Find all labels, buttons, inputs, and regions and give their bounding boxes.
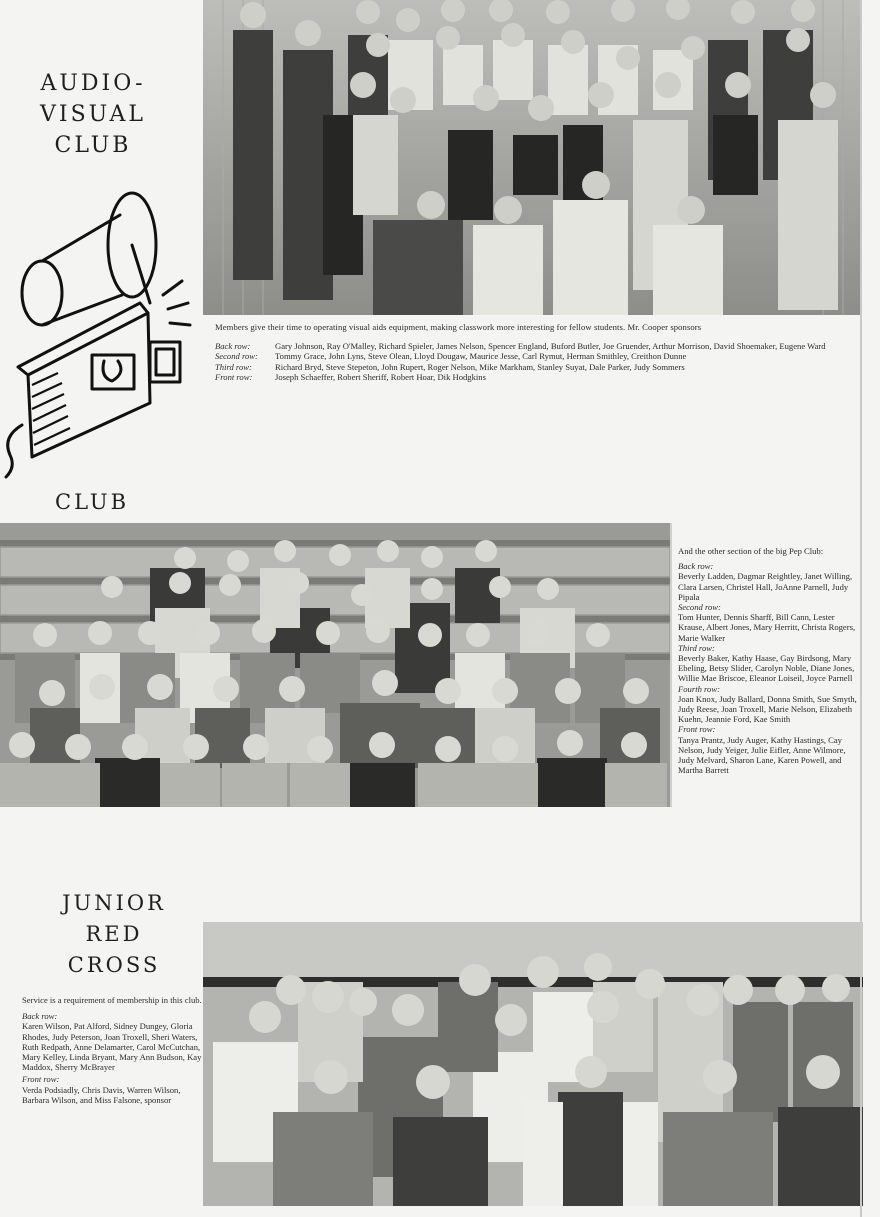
title-line: VISUAL xyxy=(39,102,146,127)
row-label: Third row: xyxy=(678,642,715,653)
row-label: Back row: xyxy=(22,1011,58,1022)
row-label: Second row: xyxy=(215,351,258,362)
caption-intro: And the other section of the big Pep Club: xyxy=(678,546,824,556)
row-names: Verda Podsiadly, Chris Davis, Warren Wilson, Barbara Wilson, and Miss Falsone, sponsor xyxy=(22,1084,181,1105)
row-label: Front row: xyxy=(678,724,716,735)
title-line: CLUB xyxy=(54,133,132,158)
caption-row xyxy=(215,351,845,361)
caption-row xyxy=(215,362,845,372)
caption-intro: Service is a requirement of membership in this club. xyxy=(22,995,202,1005)
photo-divider xyxy=(670,523,672,807)
audio-visual-caption xyxy=(215,322,845,382)
pep-club-photo xyxy=(0,523,670,807)
junior-red-cross-photo xyxy=(203,922,863,1206)
row-label: Front row: xyxy=(215,371,253,382)
page-edge xyxy=(860,0,862,1217)
caption-row xyxy=(215,341,845,351)
junior-red-cross-title xyxy=(30,888,198,981)
pep-club-caption xyxy=(678,546,862,775)
caption-intro: Members give their time to operating visual aids equipment, making classwork more interesting for fellow students. Mr. Cooper sponsors xyxy=(215,322,702,332)
title-line: JUNIOR RED xyxy=(62,891,166,946)
title-line: AUDIO- xyxy=(40,71,146,96)
film-projector-icon xyxy=(0,185,200,480)
row-names: Tommy Grace, John Lyns, Steve Olean, Lloyd Dougaw, Maurice Jesse, Carl Rymut, Herman Smithley, Creithon Dunne xyxy=(275,351,687,362)
row-label: Back row: xyxy=(678,561,714,572)
row-names: Richard Bryd, Steve Stepeton, John Rupert, Roger Nelson, Mike Markham, Stanley Suyat, Dale Parker, Judy Sommers xyxy=(275,361,685,372)
row-names: Tanya Prantz, Judy Auger, Kathy Hastings, Cay Nelson, Judy Yeiger, Julie Eifler, Anne Wilmore, Judy Melvard, Sharon Lane, Karen Powell, and Martha Barrett xyxy=(678,734,846,776)
row-label: Fourth row: xyxy=(678,683,720,694)
row-names: Joseph Schaeffer, Robert Sheriff, Robert Hoar, Dik Hodgkins xyxy=(275,371,486,382)
row-names: Gary Johnson, Ray O'Malley, Richard Spieler, James Nelson, Spencer England, Buford Butler, Joe Gruender, Arthur Morrison, David Shoemaker, Eugene Ward xyxy=(275,341,826,352)
row-names: Karen Wilson, Pat Alford, Sidney Dungey, Gloria Rhodes, Judy Peterson, Joan Troxell, Sheri Waters, Ruth Redpath, Anne Delamarter, Carol McCutchan, Mary Kelley, Linda Bryant, Mary Ann Budson, Kay Maddox, Sherry McBrayer xyxy=(22,1021,202,1073)
junior-red-cross-caption xyxy=(22,995,204,1105)
caption-row xyxy=(215,372,845,382)
pep-club-title: CLUB xyxy=(55,490,129,514)
row-names: Beverly Ladden, Dagmar Reightley, Janet Willing, Clara Larsen, Christel Hall, JoAnne Parnell, Judy Pipala xyxy=(678,571,853,602)
row-label: Front row: xyxy=(22,1074,60,1085)
row-label: Third row: xyxy=(215,361,252,372)
audio-visual-club-title xyxy=(18,68,168,161)
row-names: Tom Hunter, Dennis Sharff, Bill Cann, Lester Krause, Albert Jones, Mary Herritt, Christa Rogers, Marie Walker xyxy=(678,612,856,643)
row-label: Back row: xyxy=(215,341,251,352)
row-names: Beverly Baker, Kathy Haase, Gay Birdsong, Mary Ebeling, Betsy Slider, Carolyn Noble, Diane Jones, Willie Mae Briscoe, Eleanor Loiseil, Joyce Parnell xyxy=(678,653,855,684)
audio-visual-club-photo xyxy=(203,0,860,315)
title-line: CROSS xyxy=(67,953,161,977)
row-label: Second row: xyxy=(678,602,721,613)
row-names: Joan Knox, Judy Ballard, Donna Smith, Sue Smyth, Judy Reese, Joan Troxell, Marie Nelson, Elizabeth Kuehn, Jeannie Ford, Kae Smith xyxy=(678,693,857,725)
